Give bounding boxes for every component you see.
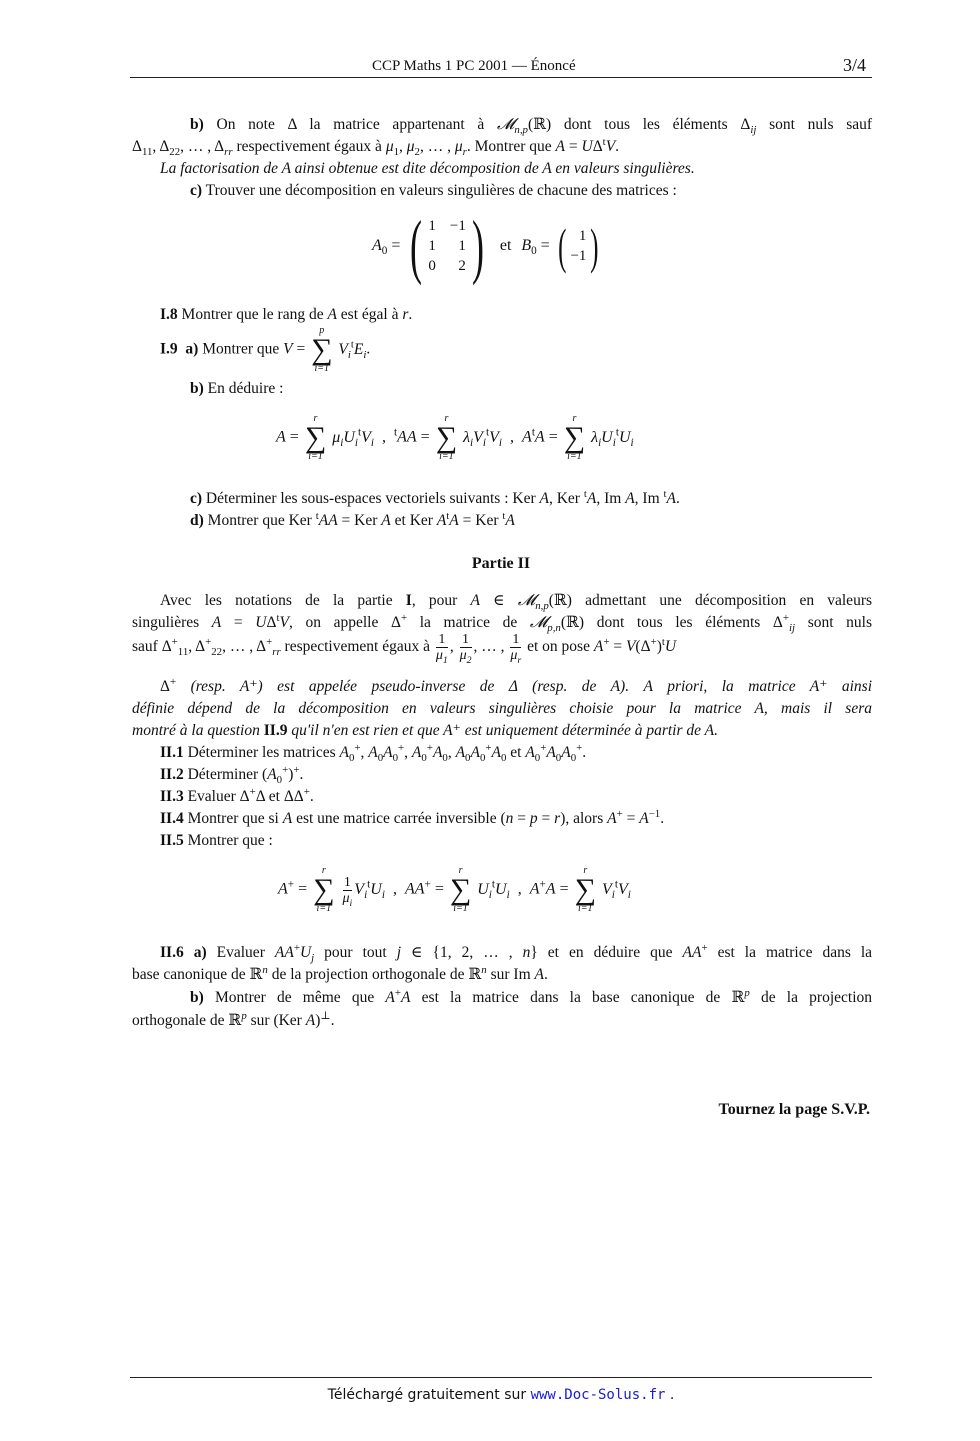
question-ii2: II.2 Déterminer $(A_0^+)^+$. bbox=[160, 763, 304, 787]
pseudo-inverse-note-line3: montré à la question II.9 qu'il n'en est rien et que A⁺ est uniquement déterminée à partir de A. bbox=[132, 722, 718, 739]
svd-definition-note: La factorisation de A ainsi obtenue est dite décomposition de A en valeurs singulières. bbox=[160, 160, 695, 177]
question-ii6b-line1: b) Montrer de même que A+A est la matrice dans la base canonique de ℝ$^p$ de la projection bbox=[190, 986, 873, 1006]
question-ii5: II.5 Montrer que : bbox=[160, 832, 273, 849]
header-rule bbox=[130, 77, 872, 78]
matrix-a0: 1 −1 1 1 0 2 bbox=[428, 218, 466, 274]
part2-intro-line2: singulières $A = U\Delta^tV$, on appelle Δ+ la matrice de 𝓜$_{p,n}$(ℝ) dont tous les éléments $\Delta^+_{ij}$ sont nuls bbox=[132, 611, 873, 635]
turn-page-note: Tournez la page S.V.P. bbox=[718, 1101, 870, 1118]
question-ii1: II.1 Déterminer les matrices $A_0^+$, $A_0A_0^+$, $A_0^+A_0$, $A_0A_0^+A_0$ et $A_0^+A_0A_0^+$. bbox=[160, 741, 587, 765]
page-header-title: CCP Maths 1 PC 2001 — Énoncé bbox=[372, 58, 576, 74]
part2-intro-line3: sauf $\Delta^+_{11}$, $\Delta^+_{22}$, … , $\Delta^+_{rr}$ respectivement égaux à $\frac{1}{\mu_1}$ , $\frac{1}{\mu_2}$ , … , $\frac{1}{\mu_r}$ et on pose $A^+ = V(\Delta^+)^tU$ bbox=[132, 632, 677, 666]
question-ii4: II.4 Montrer que si A est une matrice carrée inversible (n = p = r), alors $A^+ = A^{-1}$. bbox=[160, 807, 665, 827]
footer: Téléchargé gratuitement sur www.Doc-Solus.fr . bbox=[327, 1387, 675, 1403]
question-ii6b-line2: orthogonale de ℝ$^p$ sur (Ker A)⊥. bbox=[132, 1009, 335, 1029]
formula-ii5: A+ = r ∑ i=1 $\frac{1}{\mu_i}$ $V_i^tU_i$ , AA+ = r ∑ i=1 $U_i^tU_i$ , A+A = r ∑ i=1 $V_i^tV_i$ bbox=[278, 865, 631, 914]
question-i9a: I.9 a) Montrer que V = p ∑ i=1 $V_i^tE_i$. bbox=[160, 325, 371, 374]
formula-i9b: A = r ∑ i=1 $\mu_iU_i^tV_i$ , $^t$AA = r ∑ i=1 $\lambda_iV_i^tV_i$ , $A^tA$ = r ∑ i=1 $\lambda_iU_i^tU_i$ bbox=[276, 413, 634, 462]
question-i9b: b) En déduire : bbox=[190, 380, 284, 397]
question-i9d: d) Montrer que Ker $^t$AA = Ker A et Ker $A^tA$ = Ker $^t$A bbox=[190, 509, 515, 529]
part2-intro-line1: Avec les notations de la partie I, pour A ∈ 𝓜$_{n,p}$(ℝ) admettant une décomposition en valeurs bbox=[160, 592, 873, 613]
matrix-b0: 1 −1 bbox=[570, 228, 587, 264]
section-title-part2: Partie II bbox=[471, 555, 531, 572]
footer-text: Téléchargé gratuitement sur bbox=[327, 1387, 527, 1403]
question-i9c: c) Déterminer les sous-espaces vectoriels suivants : Ker A, Ker $^t$A, Im A, Im $^t$A. bbox=[190, 487, 680, 507]
footer-rule bbox=[130, 1377, 872, 1378]
question-i7b-line2: $\Delta_{11}$, $\Delta_{22}$, … , $\Delta_{rr}$ respectivement égaux à $\mu_1$, $\mu_2$, … , $\mu_r$. Montrer que $A = U\Delta^tV$. bbox=[132, 135, 620, 159]
question-i7c: c) Trouver une décomposition en valeurs singulières de chacune des matrices : bbox=[190, 182, 677, 199]
question-i8: I.8 Montrer que le rang de A est égal à r. bbox=[160, 306, 413, 323]
matrix-display: $A_0$ = ( 1 −1 1 1 0 2 ) et $B_0$ = ( 1 −1 ) bbox=[372, 206, 599, 286]
page-number: 3/4 bbox=[843, 55, 867, 75]
question-i7b-line1: b) On note Δ la matrice appartenant à 𝓜$_{n,p}$(ℝ) dont tous les éléments $\Delta_{ij}$ sont nuls sauf bbox=[190, 116, 873, 137]
footer-link[interactable]: www.Doc-Solus.fr bbox=[530, 1387, 666, 1403]
pseudo-inverse-note-line2: définie dépend de la décomposition en valeurs singulières choisie pour la matrice A, mais il sera bbox=[132, 700, 872, 717]
question-ii3: II.3 Evaluer Δ+Δ et ΔΔ+. bbox=[160, 785, 314, 805]
question-ii6a-line2: base canonique de ℝ$^n$ de la projection orthogonale de ℝ$^n$ sur Im A. bbox=[132, 963, 548, 983]
question-ii6a-line1: II.6 a) Evaluer $AA^+U_j$ pour tout j ∈ {1, 2, … , n} et en déduire que AA+ est la matrice dans la bbox=[160, 941, 873, 965]
pseudo-inverse-note-line1: Δ+ (resp. A⁺) est appelée pseudo-inverse de Δ (resp. de A). A priori, la matrice A⁺ ainsi bbox=[160, 675, 873, 695]
